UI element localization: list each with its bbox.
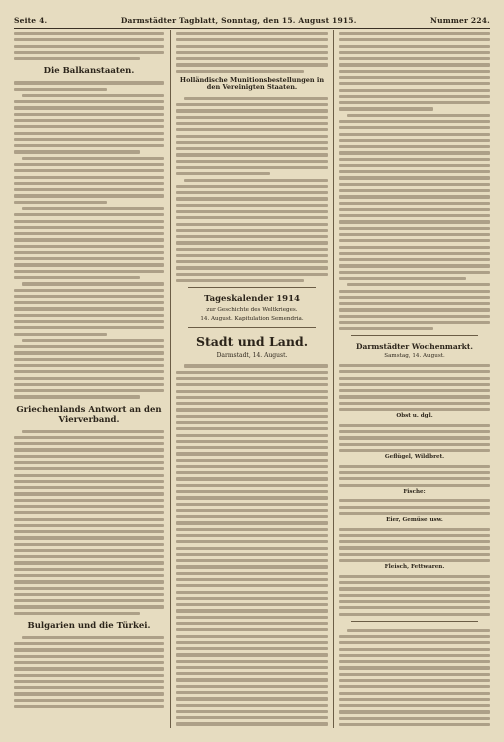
page-number: Seite 4. <box>14 15 48 25</box>
market-section: Fische: <box>403 488 426 495</box>
text-block <box>176 362 328 725</box>
column-3 <box>339 30 490 728</box>
city-headline: Stadt und Land. <box>195 334 309 350</box>
market-section: Eier, Gemüse usw. <box>386 517 443 524</box>
market-section: Geflügel, Wildbret. <box>384 454 445 461</box>
column-rule <box>333 30 334 728</box>
market-section: Obst u. dgl. <box>396 413 433 420</box>
text-block <box>14 79 164 398</box>
divider <box>188 327 316 328</box>
issue-number: Nummer 224. <box>430 15 490 25</box>
text-block <box>339 30 490 330</box>
text-block <box>176 30 328 73</box>
market-date: Samstag, 14. August. <box>384 353 445 360</box>
greece-headline: Griechenlands Antwort an den Vierverband. <box>16 404 162 425</box>
text-block <box>14 634 164 708</box>
divider <box>351 621 478 622</box>
divider <box>351 335 478 336</box>
text-block <box>14 428 164 615</box>
divider <box>188 287 316 288</box>
market-headline: Darmstädter Wochenmarkt. <box>356 342 473 352</box>
price-list <box>339 463 490 487</box>
column-1 <box>14 30 164 728</box>
price-list <box>339 422 490 452</box>
calendar-entry: 14. August. Kapitulation Semendria. <box>200 315 304 322</box>
masthead-rule <box>14 28 490 29</box>
text-block <box>339 627 490 728</box>
text-block <box>176 95 328 282</box>
calendar-headline: Tageskalender 1914 <box>204 294 300 305</box>
balkan-headline: Die Balkanstaaten. <box>43 66 135 77</box>
city-dateline: Darmstadt, 14. August. <box>216 352 288 360</box>
price-list <box>339 526 490 563</box>
column-2 <box>176 30 328 728</box>
calendar-subheadline: zur Geschichte des Weltkrieges. <box>206 307 298 314</box>
dutch-headline: Holländische Munitionsbestellungen in den Vereinigten Staaten. <box>179 75 325 92</box>
price-list <box>339 573 490 616</box>
market-section: Fleisch, Fettwaren. <box>384 564 445 571</box>
text-block <box>14 30 164 60</box>
price-list <box>339 497 490 515</box>
bulgaria-headline: Bulgarien und die Türkei. <box>27 620 151 631</box>
masthead <box>14 14 490 26</box>
paper-title-date: Darmstädter Tagblatt, Sonntag, den 15. August 1915. <box>120 15 357 25</box>
price-list <box>339 362 490 411</box>
column-rule <box>170 30 171 728</box>
